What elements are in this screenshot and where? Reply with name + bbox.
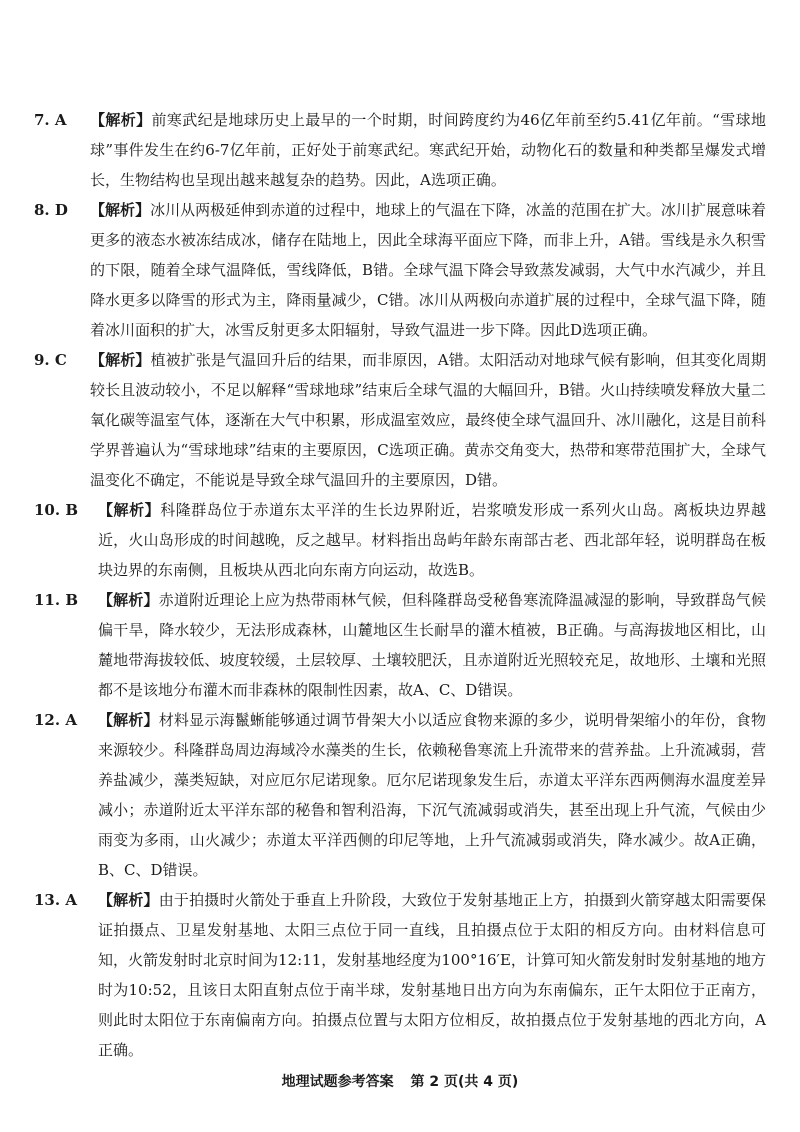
answer-body <box>98 585 766 705</box>
answer-item-10 <box>34 495 766 585</box>
analysis-text: 冰川从两极延伸到赤道的过程中，地球上的气温在下降，冰盖的范围在扩大。冰川扩展意味着更多的液态水被冻结成冰，储存在陆地上，因此全球海平面应下降，而非上升，A错。雪线是永久积雪的下限，随着全球气温降低，雪线降低，B错。全球气温下降会导致蒸发减弱，大气中水汽减少，并且降水更多以降雪的形式为主，降雨量减少，C错。冰川从两极向赤道扩展的过程中，全球气温下降，随着冰川面积的扩大，冰雪反射更多太阳辐射，导致气温进一步下降。因此D选项正确。 <box>90 201 766 339</box>
answer-item-13 <box>34 885 766 1065</box>
analysis-tag: 【解析】 <box>98 501 161 519</box>
analysis-tag: 【解析】 <box>98 891 159 909</box>
answer-item-12 <box>34 705 766 885</box>
answer-number: 13. A <box>34 891 77 909</box>
answer-item-7 <box>34 105 766 195</box>
analysis-text: 植被扩张是气温回升后的结果，而非原因，A错。太阳活动对地球气候有影响，但其变化周期较长且波动较小，不足以解释“雪球地球”结束后全球气温的大幅回升，B错。火山持续喷发释放大量二氧化碳等温室气体，逐渐在大气中积累，形成温室效应，最终使全球气温回升、冰川融化，这是目前科学界普遍认为“雪球地球”结束的主要原因，C选项正确。黄赤交角变大，热带和寒带范围扩大，全球气温变化不确定，不能说是导致全球气温回升的主要原因，D错。 <box>90 351 766 489</box>
analysis-tag: 【解析】 <box>90 111 152 129</box>
analysis-tag: 【解析】 <box>98 711 159 729</box>
analysis-text: 前寒武纪是地球历史上最早的一个时期，时间跨度约为46亿年前至约5.41亿年前。“雪球地球”事件发生在约6-7亿年前，正好处于前寒武纪。寒武纪开始，动物化石的数量和种类都呈爆发式增长，生物结构也呈现出越来越复杂的趋势。因此，A选项正确。 <box>90 111 766 189</box>
answer-number: 12. A <box>34 711 77 729</box>
answer-number: 9. C <box>34 351 67 369</box>
analysis-text: 由于拍摄时火箭处于垂直上升阶段，大致位于发射基地正上方，拍摄到火箭穿越太阳需要保证拍摄点、卫星发射基地、太阳三点位于同一直线，且拍摄点位于太阳的相反方向。由材料信息可知，火箭发射时北京时间为12:11，发射基地经度为100°16′E，计算可知火箭发射时发射基地的地方时为10:52，且该日太阳直射点位于南半球，发射基地日出方向为东南偏东，正午太阳位于正南方，则此时太阳位于东南偏南方向。拍摄点位置与太阳方位相反，故拍摄点位于发射基地的西北方向，A正确。 <box>98 891 766 1059</box>
answer-item-8 <box>34 195 766 345</box>
analysis-text: 科隆群岛位于赤道东太平洋的生长边界附近，岩浆喷发形成一系列火山岛。离板块边界越近，火山岛形成的时间越晚，反之越早。材料指出岛屿年龄东南部古老、西北部年轻，说明群岛在板块边界的东南侧，且板块从西北向东南方向运动，故选B。 <box>98 501 766 579</box>
answer-number: 10. B <box>34 501 78 519</box>
analysis-tag: 【解析】 <box>90 201 151 219</box>
answer-number: 7. A <box>34 111 67 129</box>
answer-body <box>90 195 766 345</box>
footer-title: 地理试题参考答案 <box>281 1074 394 1090</box>
answer-item-9 <box>34 345 766 495</box>
answer-body <box>90 345 766 495</box>
answer-body <box>98 495 766 585</box>
answer-item-11 <box>34 585 766 705</box>
answer-body <box>98 705 766 885</box>
analysis-tag: 【解析】 <box>90 351 151 369</box>
answer-body <box>90 105 766 195</box>
answer-body <box>98 885 766 1065</box>
analysis-text: 赤道附近理论上应为热带雨林气候，但科隆群岛受秘鲁寒流降温减湿的影响，导致群岛气候偏干旱，降水较少，无法形成森林，山麓地区生长耐旱的灌木植被，B正确。与高海拔地区相比，山麓地带海拔较低、坡度较缓，土层较厚、土壤较肥沃，且赤道附近光照较充足，故地形、土壤和光照都不是该地分布灌木而非森林的限制性因素，故A、C、D错误。 <box>98 591 766 699</box>
analysis-tag: 【解析】 <box>98 591 159 609</box>
footer-page-number: 第 2 页(共 4 页) <box>410 1074 519 1090</box>
answer-number: 11. B <box>34 591 78 609</box>
answer-number: 8. D <box>34 201 68 219</box>
page-footer <box>0 1071 800 1091</box>
analysis-text: 材料显示海鬣蜥能够通过调节骨架大小以适应食物来源的多少，说明骨架缩小的年份，食物来源较少。科隆群岛周边海域冷水藻类的生长，依赖秘鲁寒流上升流带来的营养盐。上升流减弱，营养盐减少，藻类短缺，对应厄尔尼诺现象。厄尔尼诺现象发生后，赤道太平洋东西两侧海水温度差异减小；赤道附近太平洋东部的秘鲁和智利沿海，下沉气流减弱或消失，甚至出现上升气流，气候由少雨变为多雨，山火减少；赤道太平洋西侧的印尼等地，上升气流减弱或消失，降水减少。故A正确，B、C、D错误。 <box>98 711 766 879</box>
